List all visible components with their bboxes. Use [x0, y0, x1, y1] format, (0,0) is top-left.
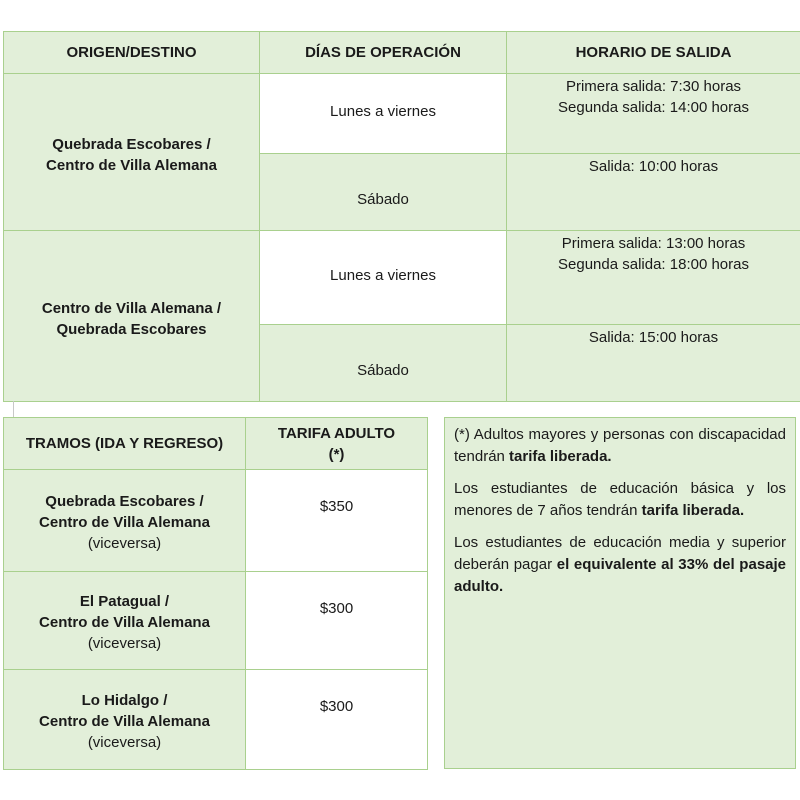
note-2-text: Los estudiantes de educación básica y los menores de 7 años tendrán	[454, 480, 786, 519]
note-1-text: (*) Adultos mayores y personas con discapacidad tendrán	[454, 426, 786, 465]
schedule-header-row	[4, 32, 800, 74]
fare-row-3-line3: (viceversa)	[87, 733, 162, 751]
divider-mark	[13, 401, 14, 417]
fare-row-3-line2: Centro de Villa Alemana	[39, 712, 210, 730]
route-2-weekday-hours-line1: Primera salida: 13:00 horas	[561, 235, 746, 252]
route-1-weekday-label: Lunes a viernes	[260, 74, 507, 154]
header-tramos: TRAMOS (IDA Y REGRESO)	[4, 418, 246, 470]
route-1-weekday-hours	[507, 74, 800, 154]
fare-row-3-price: $300	[246, 670, 428, 770]
route-1-weekday-row	[4, 74, 800, 154]
route-2-weekday-label: Lunes a viernes	[260, 231, 507, 325]
header-tarifa-line1: TARIFA ADULTO	[277, 424, 396, 442]
fare-row-1-line1: Quebrada Escobares /	[45, 492, 204, 510]
fare-row-2-line3: (viceversa)	[87, 634, 162, 652]
fare-row-1-line3: (viceversa)	[87, 534, 162, 552]
note-basic-students	[454, 478, 786, 522]
route-1-saturday-label: Sábado	[260, 154, 507, 231]
note-1-bold: tarifa liberada.	[509, 448, 612, 465]
header-days: DÍAS DE OPERACIÓN	[260, 32, 507, 74]
route-1-origin-line1: Quebrada Escobares /	[52, 135, 211, 153]
note-senior-disabled	[454, 424, 786, 468]
route-1-origin-line2: Centro de Villa Alemana	[46, 156, 217, 174]
route-1-saturday-hours: Salida: 10:00 horas	[507, 154, 800, 231]
route-2-origin	[4, 231, 260, 402]
fare-notes-box	[444, 417, 796, 769]
fare-row-2-route	[4, 572, 246, 670]
header-tarifa	[246, 418, 428, 470]
fare-row-2-line2: Centro de Villa Alemana	[39, 613, 210, 631]
fare-row-1-price: $350	[246, 470, 428, 572]
fare-row	[4, 470, 428, 572]
fare-row-3-route	[4, 670, 246, 770]
note-3-text: Los estudiantes de educación media y superior deberán pagar	[454, 534, 786, 573]
fare-row	[4, 572, 428, 670]
fare-row-3-line1: Lo Hidalgo /	[81, 691, 168, 709]
header-tarifa-line2: (*)	[328, 445, 345, 463]
route-2-weekday-row	[4, 231, 800, 325]
fare-row-2-price: $300	[246, 572, 428, 670]
header-origin: ORIGEN/DESTINO	[4, 32, 260, 74]
route-2-origin-line1: Centro de Villa Alemana /	[41, 299, 222, 317]
route-1-weekday-hours-line1: Primera salida: 7:30 horas	[565, 78, 742, 95]
fares-table	[3, 417, 428, 770]
route-2-saturday-hours: Salida: 15:00 horas	[507, 325, 800, 402]
route-2-origin-line2: Quebrada Escobares	[56, 320, 207, 338]
header-hours: HORARIO DE SALIDA	[507, 32, 800, 74]
schedule-table	[3, 31, 800, 402]
note-2-bold: tarifa liberada.	[641, 502, 745, 519]
fare-row-1-line2: Centro de Villa Alemana	[39, 513, 210, 531]
route-2-weekday-hours	[507, 231, 800, 325]
route-1-origin	[4, 74, 260, 231]
note-3-bold: el equivalente al 33% del pasaje adulto.	[454, 556, 787, 595]
fares-header-row	[4, 418, 428, 470]
fare-row-1-route	[4, 470, 246, 572]
note-secondary-students	[454, 532, 786, 598]
route-2-weekday-hours-line2: Segunda salida: 18:00 horas	[558, 256, 749, 273]
fare-row-2-line1: El Patagual /	[79, 592, 170, 610]
route-1-weekday-hours-line2: Segunda salida: 14:00 horas	[558, 99, 749, 116]
route-2-saturday-label: Sábado	[260, 325, 507, 402]
fare-row	[4, 670, 428, 770]
